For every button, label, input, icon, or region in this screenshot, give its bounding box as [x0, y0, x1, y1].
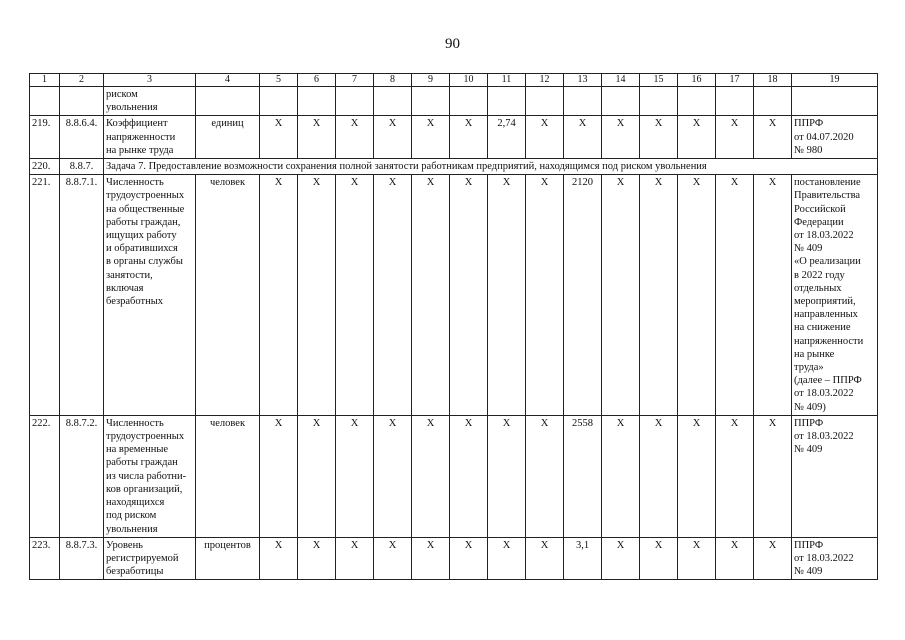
- indicator-name: Численность трудоустроенных на общественные работы граждан, ищущих работу и обратившихся в органы службы занятости, включая безработных: [104, 175, 196, 416]
- value-cell: [450, 87, 488, 116]
- value-cell: X: [450, 175, 488, 416]
- value-cell: X: [412, 537, 450, 580]
- value-cell: X: [716, 175, 754, 416]
- unit-of-measure: процентов: [196, 537, 260, 580]
- column-header: 11: [488, 74, 526, 87]
- column-header: 7: [336, 74, 374, 87]
- value-cell: X: [450, 116, 488, 159]
- source-document: постановление Правительства Российской Федерации от 18.03.2022 № 409 «О реализации в 2022 году отдельных мероприятий, направленных на снижение напряженности на рынке труда» (далее – ППРФ от 18.03.2022 № 409): [792, 175, 878, 416]
- value-cell: X: [374, 537, 412, 580]
- value-cell: X: [526, 116, 564, 159]
- column-header: 8: [374, 74, 412, 87]
- table-row: [30, 116, 878, 159]
- value-cell: X: [526, 175, 564, 416]
- value-cell: [336, 87, 374, 116]
- value-cell: X: [450, 415, 488, 537]
- row-code: 8.8.7.1.: [60, 175, 104, 416]
- value-cell: X: [336, 116, 374, 159]
- column-header: 19: [792, 74, 878, 87]
- value-cell: X: [260, 175, 298, 416]
- value-cell: X: [678, 537, 716, 580]
- value-cell: X: [260, 116, 298, 159]
- row-number: 222.: [30, 415, 60, 537]
- value-cell: X: [298, 175, 336, 416]
- source-document: ППРФ от 18.03.2022 № 409: [792, 415, 878, 537]
- value-cell: [678, 87, 716, 116]
- unit-of-measure: [196, 87, 260, 116]
- value-cell: 2,74: [488, 116, 526, 159]
- indicator-name: Уровень регистрируемой безработицы: [104, 537, 196, 580]
- value-cell: X: [678, 175, 716, 416]
- table-row: [30, 87, 878, 116]
- value-cell: X: [526, 415, 564, 537]
- value-cell: [640, 87, 678, 116]
- value-cell: X: [716, 415, 754, 537]
- value-cell: X: [374, 175, 412, 416]
- value-cell: X: [526, 537, 564, 580]
- row-code: 8.8.7.2.: [60, 415, 104, 537]
- value-cell: X: [298, 415, 336, 537]
- value-cell: X: [260, 415, 298, 537]
- table-row: [30, 537, 878, 580]
- column-header: 14: [602, 74, 640, 87]
- value-cell: X: [640, 537, 678, 580]
- table-header-row: [30, 74, 878, 87]
- value-cell: [564, 87, 602, 116]
- value-cell: X: [716, 116, 754, 159]
- value-cell: X: [374, 415, 412, 537]
- value-cell: X: [336, 415, 374, 537]
- row-number: 219.: [30, 116, 60, 159]
- value-cell: [298, 87, 336, 116]
- column-header: 2: [60, 74, 104, 87]
- value-cell: X: [336, 175, 374, 416]
- value-cell: X: [678, 415, 716, 537]
- row-code: 8.8.7.: [60, 159, 104, 175]
- value-cell: X: [602, 537, 640, 580]
- value-cell: X: [298, 537, 336, 580]
- column-header: 12: [526, 74, 564, 87]
- value-cell: X: [336, 537, 374, 580]
- value-cell: [716, 87, 754, 116]
- row-number: 220.: [30, 159, 60, 175]
- value-cell: X: [450, 537, 488, 580]
- value-cell: X: [602, 116, 640, 159]
- table-row: [30, 415, 878, 537]
- value-cell: X: [640, 116, 678, 159]
- value-cell: X: [298, 116, 336, 159]
- value-cell: X: [488, 415, 526, 537]
- value-cell: X: [374, 116, 412, 159]
- column-header: 4: [196, 74, 260, 87]
- source-document: ППРФ от 04.07.2020 № 980: [792, 116, 878, 159]
- value-cell: X: [716, 537, 754, 580]
- indicators-table: [29, 73, 878, 580]
- column-header: 1: [30, 74, 60, 87]
- column-header: 3: [104, 74, 196, 87]
- indicator-name: Коэффициент напряженности на рынке труда: [104, 116, 196, 159]
- row-code: 8.8.7.3.: [60, 537, 104, 580]
- task-title: Задача 7. Предоставление возможности сохранения полной занятости работникам предприятий, находящимся под риском увольнения: [104, 159, 878, 175]
- value-cell: X: [602, 415, 640, 537]
- column-header: 9: [412, 74, 450, 87]
- task-row: [30, 159, 878, 175]
- column-header: 16: [678, 74, 716, 87]
- value-cell: X: [754, 537, 792, 580]
- unit-of-measure: человек: [196, 175, 260, 416]
- column-header: 6: [298, 74, 336, 87]
- column-header: 10: [450, 74, 488, 87]
- table-row: [30, 175, 878, 416]
- value-cell: X: [564, 116, 602, 159]
- value-cell: X: [640, 415, 678, 537]
- row-code: [60, 87, 104, 116]
- value-cell: X: [488, 537, 526, 580]
- value-cell: 3,1: [564, 537, 602, 580]
- page-number: 90: [445, 36, 460, 52]
- indicator-name: Численность трудоустроенных на временные работы граждан из числа работни- ков организаций, находящихся под риском увольнения: [104, 415, 196, 537]
- value-cell: [526, 87, 564, 116]
- column-header: 18: [754, 74, 792, 87]
- value-cell: [260, 87, 298, 116]
- column-header: 5: [260, 74, 298, 87]
- value-cell: X: [260, 537, 298, 580]
- column-header: 13: [564, 74, 602, 87]
- value-cell: 2558: [564, 415, 602, 537]
- row-number: 223.: [30, 537, 60, 580]
- row-number: 221.: [30, 175, 60, 416]
- unit-of-measure: единиц: [196, 116, 260, 159]
- value-cell: X: [412, 116, 450, 159]
- source-document: [792, 87, 878, 116]
- source-document: ППРФ от 18.03.2022 № 409: [792, 537, 878, 580]
- value-cell: X: [640, 175, 678, 416]
- value-cell: X: [412, 175, 450, 416]
- column-header: 15: [640, 74, 678, 87]
- value-cell: [488, 87, 526, 116]
- value-cell: [602, 87, 640, 116]
- value-cell: X: [488, 175, 526, 416]
- value-cell: X: [678, 116, 716, 159]
- column-header: 17: [716, 74, 754, 87]
- value-cell: X: [602, 175, 640, 416]
- value-cell: [412, 87, 450, 116]
- indicator-name: риском увольнения: [104, 87, 196, 116]
- value-cell: 2120: [564, 175, 602, 416]
- value-cell: [754, 87, 792, 116]
- row-number: [30, 87, 60, 116]
- value-cell: X: [412, 415, 450, 537]
- row-code: 8.8.6.4.: [60, 116, 104, 159]
- value-cell: X: [754, 116, 792, 159]
- value-cell: [374, 87, 412, 116]
- unit-of-measure: человек: [196, 415, 260, 537]
- value-cell: X: [754, 415, 792, 537]
- value-cell: X: [754, 175, 792, 416]
